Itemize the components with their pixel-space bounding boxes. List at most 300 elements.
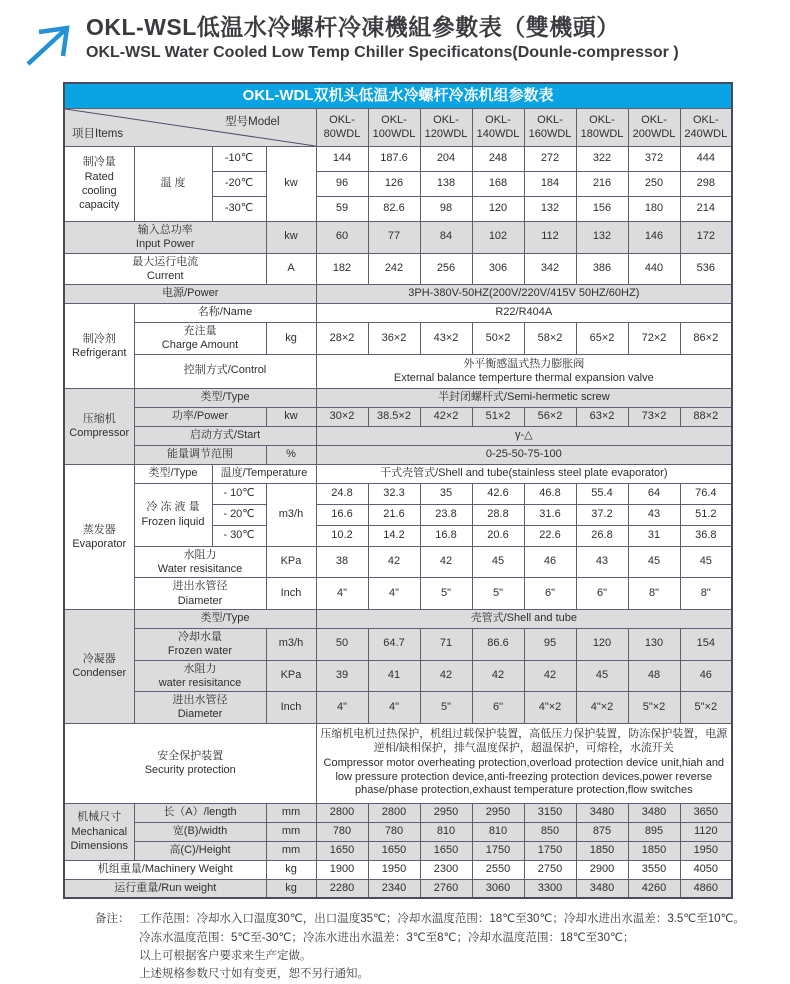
group-capacity (64, 147, 134, 222)
compressor-power-value: 38.5×2 (368, 407, 420, 426)
table-row (64, 464, 732, 483)
table-row (64, 483, 732, 504)
compressor-power-value: 73×2 (628, 407, 680, 426)
row-label-evap-temperature: 温度/Temperature (212, 464, 316, 483)
input-power-value: 132 (576, 222, 628, 254)
table-row (64, 147, 732, 172)
row-label-evap-diameter (134, 578, 266, 610)
machinery-weight-value: 2900 (576, 860, 628, 879)
frozen-liquid-value: 55.4 (576, 483, 628, 504)
cooling-water-value: 130 (628, 628, 680, 660)
capacity-value: 144 (316, 147, 368, 172)
width-value: 810 (420, 822, 472, 841)
table-row (64, 445, 732, 464)
start-value: γ-△ (316, 426, 732, 445)
title-block (86, 14, 679, 63)
cond-diameter-value: 4" (316, 692, 368, 724)
model-header-cell: OKL- 200WDL (628, 109, 680, 147)
label-zh: 进出水管径 (172, 694, 228, 707)
machinery-weight-value: 3550 (628, 860, 680, 879)
table-row (64, 803, 732, 822)
charge-value: 36×2 (368, 323, 420, 355)
height-value: 1650 (420, 841, 472, 860)
cond-water-resistance-value: 42 (472, 660, 524, 692)
unit-cell: mm (266, 822, 316, 841)
evap-diameter-value: 4" (316, 578, 368, 610)
corner-items-label: 项目Items (72, 127, 124, 140)
machinery-weight-value: 1950 (368, 860, 420, 879)
capacity-value: 132 (524, 197, 576, 222)
evap-water-resistance-value: 45 (680, 546, 732, 578)
charge-value: 58×2 (524, 323, 576, 355)
corner-cell (64, 109, 316, 147)
group-dimensions (64, 803, 134, 860)
machinery-weight-value: 2300 (420, 860, 472, 879)
evap-water-resistance-value: 45 (628, 546, 680, 578)
unit-cell: kg (266, 860, 316, 879)
length-value: 2950 (420, 803, 472, 822)
unit-cell: Inch (266, 578, 316, 610)
spec-table (63, 82, 733, 899)
row-label-control: 控制方式/Control (134, 354, 316, 388)
table-row (64, 109, 732, 147)
capacity-value: 250 (628, 172, 680, 197)
frozen-liquid-value: 37.2 (576, 504, 628, 525)
label-en: Security protection (144, 764, 236, 777)
control-value-en: External balance temperture thermal expansion valve (393, 372, 654, 385)
group-label-zh: 机械尺寸 (77, 811, 122, 824)
frozen-liquid-value: 42.6 (472, 483, 524, 504)
row-label-security (64, 723, 316, 803)
frozen-liquid-value: 32.3 (368, 483, 420, 504)
row-label-refrigerant-name: 名称/Name (134, 304, 316, 323)
arrow-up-right-icon (22, 18, 76, 70)
cond-water-resistance-value: 42 (420, 660, 472, 692)
capacity-value: 444 (680, 147, 732, 172)
doc-title-en: OKL-WSL Water Cooled Low Temp Chiller Specificatons(Dounle-compressor ) (86, 44, 679, 62)
unit-cell: kw (266, 222, 316, 254)
table-row (64, 546, 732, 578)
unit-cell: mm (266, 841, 316, 860)
charge-value: 86×2 (680, 323, 732, 355)
run-weight-value: 2760 (420, 879, 472, 898)
group-label-zh: 压缩机 (82, 412, 116, 425)
temp-label: - 10℃ (212, 483, 266, 504)
current-value: 306 (472, 253, 524, 285)
height-value: 1850 (628, 841, 680, 860)
model-header-cell: OKL- 120WDL (420, 109, 472, 147)
width-value: 875 (576, 822, 628, 841)
table-row (64, 426, 732, 445)
machinery-weight-value: 4050 (680, 860, 732, 879)
height-value: 1950 (680, 841, 732, 860)
frozen-liquid-value: 16.6 (316, 504, 368, 525)
charge-value: 28×2 (316, 323, 368, 355)
compressor-type-value: 半封闭螺杆式/Semi-hermetic screw (316, 388, 732, 407)
frozen-liquid-value: 36.8 (680, 525, 732, 546)
evap-diameter-value: 6" (576, 578, 628, 610)
cond-diameter-value: 4" (368, 692, 420, 724)
evap-water-resistance-value: 43 (576, 546, 628, 578)
capacity-value: 168 (472, 172, 524, 197)
capacity-value: 204 (420, 147, 472, 172)
length-value: 3650 (680, 803, 732, 822)
run-weight-value: 2280 (316, 879, 368, 898)
row-label-start: 启动方式/Start (134, 426, 316, 445)
capacity-value: 248 (472, 147, 524, 172)
label-zh: 进出水管径 (172, 580, 228, 593)
row-label-current (64, 253, 266, 285)
condenser-type-value: 壳管式/Shell and tube (316, 609, 732, 628)
cooling-water-value: 64.7 (368, 628, 420, 660)
row-label-cond-diameter (134, 692, 266, 724)
row-label-input-power (64, 222, 266, 254)
security-value-en: Compressor motor overheating protection,overload protection device unit,hiah and low pressure protection device,anti-freezing protection devices,power reverse phase/phase protection,exhaust temperature protection,flow switches (323, 756, 725, 797)
cond-diameter-value: 4"×2 (524, 692, 576, 724)
refrigerant-name-value: R22/R404A (316, 304, 732, 323)
capacity-value: 126 (368, 172, 420, 197)
model-header-cell: OKL- 160WDL (524, 109, 576, 147)
cond-diameter-value: 5"×2 (680, 692, 732, 724)
evap-water-resistance-value: 42 (368, 546, 420, 578)
frozen-liquid-value: 10.2 (316, 525, 368, 546)
table-row (64, 222, 732, 254)
row-label-cond-water-resistance (134, 660, 266, 692)
evap-diameter-value: 6" (524, 578, 576, 610)
doc-title-zh: OKL-WSL低温水冷螺杆冷凍機組參數表（雙機頭） (86, 14, 620, 40)
capacity-value: 82.6 (368, 197, 420, 222)
capacity-value: 138 (420, 172, 472, 197)
length-value: 2950 (472, 803, 524, 822)
machinery-weight-value: 2750 (524, 860, 576, 879)
row-label-width: 宽(B)/width (134, 822, 266, 841)
row-label-energy: 能量调节范围 (134, 445, 266, 464)
group-label-en: Compressor (69, 427, 130, 440)
frozen-liquid-value: 43 (628, 504, 680, 525)
table-row (64, 609, 732, 628)
evap-diameter-value: 8" (628, 578, 680, 610)
input-power-value: 84 (420, 222, 472, 254)
input-power-value: 102 (472, 222, 524, 254)
group-label-en: Condenser (72, 667, 127, 680)
input-power-value: 146 (628, 222, 680, 254)
note-line: 上述规格参数尺寸如有变更，恕不另行通知。 (139, 968, 369, 981)
compressor-power-value: 88×2 (680, 407, 732, 426)
control-value-zh: 外平衡感温式热力膨胀阀 (463, 357, 585, 370)
width-value: 810 (472, 822, 524, 841)
label-en: Charge Amount (161, 339, 239, 352)
cond-water-resistance-value: 48 (628, 660, 680, 692)
label-zh: 安全保护装置 (157, 749, 224, 762)
capacity-value: 272 (524, 147, 576, 172)
capacity-value: 214 (680, 197, 732, 222)
capacity-value: 98 (420, 197, 472, 222)
machinery-weight-value: 2550 (472, 860, 524, 879)
frozen-liquid-value: 46.8 (524, 483, 576, 504)
temp-label: - 20℃ (212, 504, 266, 525)
label-en: Diameter (177, 594, 223, 607)
table-row (64, 841, 732, 860)
power-supply-value: 3PH-380V-50HZ(200V/220V/415V 50HZ/60HZ) (316, 285, 732, 304)
row-label-charge (134, 323, 266, 355)
cond-diameter-value: 5" (420, 692, 472, 724)
table-row (64, 660, 732, 692)
group-label-en: Evaporator (72, 537, 127, 550)
table-row (64, 354, 732, 388)
capacity-value: 187.6 (368, 147, 420, 172)
evap-water-resistance-value: 46 (524, 546, 576, 578)
input-power-value: 172 (680, 222, 732, 254)
notes-body (139, 910, 745, 984)
capacity-value: 96 (316, 172, 368, 197)
frozen-liquid-value: 26.8 (576, 525, 628, 546)
unit-cell: KPa (266, 546, 316, 578)
compressor-power-value: 42×2 (420, 407, 472, 426)
table-banner: OKL-WDL双机头低温水冷螺杆冷冻机组参数表 (64, 83, 732, 109)
current-value: 182 (316, 253, 368, 285)
evap-diameter-value: 4" (368, 578, 420, 610)
label-en: Frozen liquid (141, 515, 205, 528)
unit-cell: kg (266, 879, 316, 898)
unit-cell: KPa (266, 660, 316, 692)
table-row (64, 323, 732, 355)
table-row (64, 879, 732, 898)
note-line: 工作范围：冷却水入口温度30℃，出口温度35℃；冷却水温度范围：18℃至30℃；冷却水进出水温差：3.5℃至10℃。 (139, 913, 745, 926)
capacity-value: 180 (628, 197, 680, 222)
group-label-zh: 蒸发器 (82, 523, 116, 536)
model-header-cell: OKL- 140WDL (472, 109, 524, 147)
temp-label: -30℃ (212, 197, 266, 222)
control-value (316, 354, 732, 388)
table-row (64, 388, 732, 407)
cooling-water-value: 71 (420, 628, 472, 660)
current-value: 536 (680, 253, 732, 285)
label-en: Input Power (135, 238, 195, 251)
group-label-zh: 制冷剂 (82, 332, 116, 345)
length-value: 2800 (316, 803, 368, 822)
group-refrigerant (64, 304, 134, 389)
label-en: Current (146, 269, 184, 282)
run-weight-value: 3300 (524, 879, 576, 898)
label-zh: 冷却水量 (178, 630, 222, 643)
label-zh: 冷 冻 液 量 (146, 501, 200, 514)
cooling-water-value: 95 (524, 628, 576, 660)
evap-diameter-value: 5" (472, 578, 524, 610)
capacity-value: 372 (628, 147, 680, 172)
frozen-liquid-value: 31.6 (524, 504, 576, 525)
table-row (64, 628, 732, 660)
unit-cell: Inch (266, 692, 316, 724)
table-row (64, 692, 732, 724)
height-value: 1650 (316, 841, 368, 860)
frozen-liquid-value: 51.2 (680, 504, 732, 525)
width-value: 850 (524, 822, 576, 841)
length-value: 3480 (576, 803, 628, 822)
frozen-liquid-value: 23.8 (420, 504, 472, 525)
current-value: 386 (576, 253, 628, 285)
security-value (316, 723, 732, 803)
input-power-value: 60 (316, 222, 368, 254)
row-label-length: 长（A）/length (134, 803, 266, 822)
run-weight-value: 2340 (368, 879, 420, 898)
evap-water-resistance-value: 42 (420, 546, 472, 578)
evap-diameter-value: 5" (420, 578, 472, 610)
frozen-liquid-value: 35 (420, 483, 472, 504)
table-row (64, 723, 732, 803)
cooling-water-value: 86.6 (472, 628, 524, 660)
height-value: 1750 (524, 841, 576, 860)
height-value: 1850 (576, 841, 628, 860)
row-label-machinery-weight: 机组重量/Machinery Weight (64, 860, 266, 879)
run-weight-value: 4860 (680, 879, 732, 898)
corner-model-label: 型号Model (225, 116, 280, 128)
cooling-water-value: 120 (576, 628, 628, 660)
model-header-cell: OKL- 180WDL (576, 109, 628, 147)
capacity-value: 298 (680, 172, 732, 197)
label-zh: 输入总功率 (137, 224, 193, 236)
frozen-liquid-value: 64 (628, 483, 680, 504)
table-row (64, 578, 732, 610)
capacity-value: 156 (576, 197, 628, 222)
width-value: 1120 (680, 822, 732, 841)
label-en: Frozen water (167, 645, 233, 658)
group-compressor (64, 388, 134, 464)
temp-label: -10℃ (212, 147, 266, 172)
group-label-en: Mechanical Dimensions (70, 825, 128, 852)
table-row (64, 407, 732, 426)
frozen-liquid-value: 14.2 (368, 525, 420, 546)
capacity-value: 184 (524, 172, 576, 197)
row-label-compressor-type: 类型/Type (134, 388, 316, 407)
notes-label: 备注： (95, 913, 130, 926)
cooling-water-value: 50 (316, 628, 368, 660)
label-zh: 充注量 (183, 325, 217, 338)
frozen-liquid-value: 28.8 (472, 504, 524, 525)
capacity-value: 59 (316, 197, 368, 222)
evap-water-resistance-value: 45 (472, 546, 524, 578)
table-row (64, 83, 732, 109)
length-value: 3150 (524, 803, 576, 822)
label-zh: 水阻力 (183, 548, 217, 561)
label-zh: 最大运行电流 (132, 255, 199, 268)
height-value: 1750 (472, 841, 524, 860)
cond-diameter-value: 6" (472, 692, 524, 724)
frozen-liquid-value: 16.8 (420, 525, 472, 546)
label-en: Diameter (177, 708, 223, 721)
row-label-condenser-type: 类型/Type (134, 609, 316, 628)
capacity-value: 322 (576, 147, 628, 172)
cond-water-resistance-value: 46 (680, 660, 732, 692)
temp-group-label: 温 度 (134, 147, 212, 222)
label-en: water resisitance (158, 676, 242, 689)
row-label-cooling-water (134, 628, 266, 660)
evap-diameter-value: 8" (680, 578, 732, 610)
group-label-zh: 制冷量 (82, 156, 116, 169)
current-value: 342 (524, 253, 576, 285)
unit-cell: kw (266, 407, 316, 426)
model-header-cell: OKL- 100WDL (368, 109, 420, 147)
temp-label: -20℃ (212, 172, 266, 197)
current-value: 440 (628, 253, 680, 285)
unit-cell: kw (266, 147, 316, 222)
group-evaporator (64, 464, 134, 609)
width-value: 895 (628, 822, 680, 841)
unit-cell: A (266, 253, 316, 285)
frozen-liquid-value: 31 (628, 525, 680, 546)
charge-value: 43×2 (420, 323, 472, 355)
current-value: 256 (420, 253, 472, 285)
frozen-liquid-value: 20.6 (472, 525, 524, 546)
width-value: 780 (316, 822, 368, 841)
machinery-weight-value: 1900 (316, 860, 368, 879)
table-row (64, 304, 732, 323)
compressor-power-value: 56×2 (524, 407, 576, 426)
temp-label: - 30℃ (212, 525, 266, 546)
unit-cell: % (266, 445, 316, 464)
energy-value: 0-25-50-75-100 (316, 445, 732, 464)
row-label-compressor-power: 功率/Power (134, 407, 266, 426)
row-label-run-weight: 运行重量/Run weight (64, 879, 266, 898)
row-label-height: 高(C)/Height (134, 841, 266, 860)
row-label-evap-water-resistance (134, 546, 266, 578)
label-en: Water resisitance (157, 563, 243, 576)
unit-cell: kg (266, 323, 316, 355)
table-row (64, 253, 732, 285)
group-label-en: Refrigerant (72, 346, 127, 359)
capacity-value: 216 (576, 172, 628, 197)
cooling-water-value: 154 (680, 628, 732, 660)
row-label-frozen-liquid (134, 483, 212, 546)
run-weight-value: 4260 (628, 879, 680, 898)
unit-cell: mm (266, 803, 316, 822)
frozen-liquid-value: 22.6 (524, 525, 576, 546)
cond-water-resistance-value: 42 (524, 660, 576, 692)
charge-value: 50×2 (472, 323, 524, 355)
unit-cell: m3/h (266, 483, 316, 546)
cond-water-resistance-value: 45 (576, 660, 628, 692)
table-row (64, 822, 732, 841)
note-line: 冷冻水温度范围：5℃至-30℃；冷冻水进出水温差：3℃至8℃；冷却水温度范围：18℃至30℃； (139, 931, 635, 944)
group-condenser (64, 609, 134, 723)
document-header (22, 14, 790, 70)
row-label-evap-type: 类型/Type (134, 464, 212, 483)
height-value: 1650 (368, 841, 420, 860)
label-zh: 水阻力 (183, 662, 217, 675)
charge-value: 72×2 (628, 323, 680, 355)
table-row (64, 860, 732, 879)
charge-value: 65×2 (576, 323, 628, 355)
model-header-cell: OKL- 240WDL (680, 109, 732, 147)
frozen-liquid-value: 21.6 (368, 504, 420, 525)
table-row (64, 285, 732, 304)
group-label-zh: 冷凝器 (82, 653, 116, 666)
page (0, 14, 790, 984)
unit-cell: m3/h (266, 628, 316, 660)
run-weight-value: 3060 (472, 879, 524, 898)
model-header-cell: OKL- 80WDL (316, 109, 368, 147)
capacity-value: 120 (472, 197, 524, 222)
footnotes (95, 910, 790, 984)
security-value-zh: 压缩机电机过热保护，机组过载保护装置，高低压力保护装置，防冻保护装置，电源逆相/缺相保护，排气温度保护，超温保护，可熔栓，水流开关 (320, 728, 728, 755)
cond-water-resistance-value: 39 (316, 660, 368, 692)
row-label-power-supply: 电源/Power (64, 285, 316, 304)
group-label-en: Rated cooling capacity (79, 170, 120, 212)
cond-diameter-value: 4"×2 (576, 692, 628, 724)
width-value: 780 (368, 822, 420, 841)
evap-type-value: 干式壳管式/Shell and tube(stainless steel plate evaporator) (316, 464, 732, 483)
input-power-value: 112 (524, 222, 576, 254)
evap-water-resistance-value: 38 (316, 546, 368, 578)
